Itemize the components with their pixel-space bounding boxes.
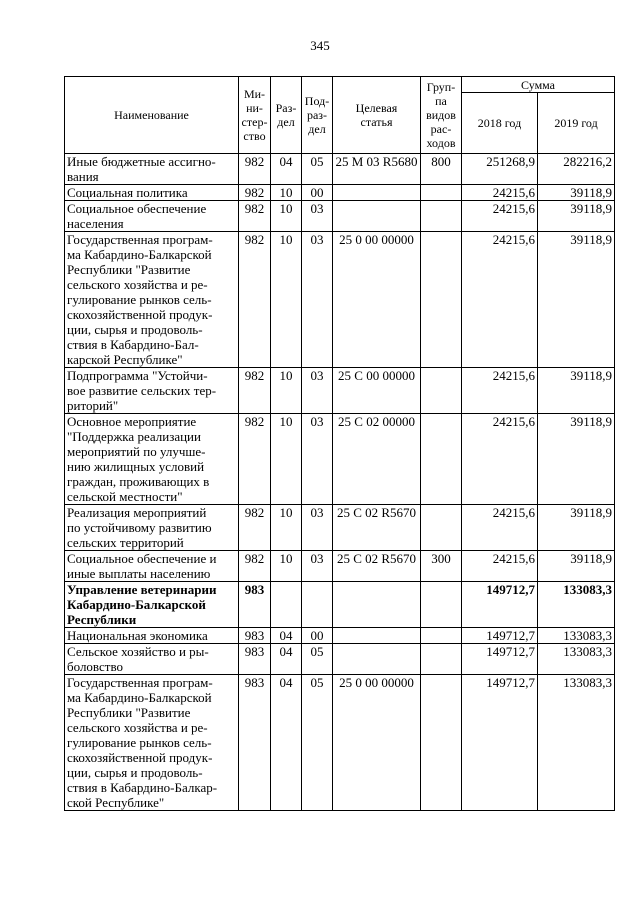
row-section: 10 bbox=[271, 185, 302, 201]
row-sum-2018: 149712,7 bbox=[462, 644, 538, 675]
row-expense-group bbox=[421, 675, 462, 811]
page-number: 345 bbox=[310, 38, 330, 53]
row-subsection: 05 bbox=[302, 644, 333, 675]
table-row bbox=[65, 675, 615, 811]
row-sum-2018: 251268,9 bbox=[462, 154, 538, 185]
row-expense-group bbox=[421, 582, 462, 628]
header-target: Целевая статья bbox=[333, 77, 421, 154]
table-row bbox=[65, 628, 615, 644]
row-name: Подпрограмма "Устойчи- вое развитие сельских тер- риторий" bbox=[65, 368, 239, 414]
row-subsection: 00 bbox=[302, 628, 333, 644]
row-subsection: 03 bbox=[302, 201, 333, 232]
table-row bbox=[65, 505, 615, 551]
row-subsection: 03 bbox=[302, 505, 333, 551]
table-row bbox=[65, 414, 615, 505]
header-sum: Сумма bbox=[462, 77, 615, 93]
row-section: 04 bbox=[271, 675, 302, 811]
row-target-article: 25 С 02 R5670 bbox=[333, 505, 421, 551]
row-ministry: 982 bbox=[239, 185, 271, 201]
row-sum-2019: 39118,9 bbox=[538, 368, 615, 414]
row-ministry: 982 bbox=[239, 551, 271, 582]
row-section: 10 bbox=[271, 505, 302, 551]
row-section: 10 bbox=[271, 551, 302, 582]
row-name: Социальное обеспечение населения bbox=[65, 201, 239, 232]
row-sum-2019: 282216,2 bbox=[538, 154, 615, 185]
row-name: Сельское хозяйство и ры- боловство bbox=[65, 644, 239, 675]
row-sum-2018: 24215,6 bbox=[462, 185, 538, 201]
row-target-article bbox=[333, 582, 421, 628]
row-expense-group: 300 bbox=[421, 551, 462, 582]
row-ministry: 983 bbox=[239, 628, 271, 644]
row-name: Государственная програм- ма Кабардино-Балкарской Республики "Развитие сельского хозяйства и ре- гулирование рынков сель- скохозяйственной продук- ции, сырья и продоволь- ствия в Кабардино-Балкар- ской Республике" bbox=[65, 675, 239, 811]
header-subsection: Под- раз- дел bbox=[302, 77, 333, 154]
row-expense-group: 800 bbox=[421, 154, 462, 185]
header-ministry: Ми- ни- стер- ство bbox=[239, 77, 271, 154]
row-expense-group bbox=[421, 368, 462, 414]
row-subsection: 03 bbox=[302, 551, 333, 582]
header-section: Раз- дел bbox=[271, 77, 302, 154]
row-sum-2018: 24215,6 bbox=[462, 368, 538, 414]
row-target-article bbox=[333, 201, 421, 232]
table-row bbox=[65, 232, 615, 368]
row-ministry: 982 bbox=[239, 201, 271, 232]
row-section: 10 bbox=[271, 368, 302, 414]
header-expense-group: Груп- па видов рас- ходов bbox=[421, 77, 462, 154]
row-sum-2019: 133083,3 bbox=[538, 582, 615, 628]
row-sum-2018: 24215,6 bbox=[462, 201, 538, 232]
row-subsection: 05 bbox=[302, 675, 333, 811]
row-target-article: 25 М 03 R5680 bbox=[333, 154, 421, 185]
row-target-article: 25 0 00 00000 bbox=[333, 675, 421, 811]
row-sum-2019: 133083,3 bbox=[538, 644, 615, 675]
row-subsection: 00 bbox=[302, 185, 333, 201]
header-year-2019: 2019 год bbox=[538, 93, 615, 154]
row-name: Национальная экономика bbox=[65, 628, 239, 644]
row-ministry: 982 bbox=[239, 505, 271, 551]
header-year-2018: 2018 год bbox=[462, 93, 538, 154]
row-target-article: 25 0 00 00000 bbox=[333, 232, 421, 368]
row-subsection: 05 bbox=[302, 154, 333, 185]
row-subsection: 03 bbox=[302, 414, 333, 505]
row-ministry: 982 bbox=[239, 368, 271, 414]
row-expense-group bbox=[421, 232, 462, 368]
row-name: Управление ветеринарии Кабардино-Балкарской Республики bbox=[65, 582, 239, 628]
row-sum-2019: 39118,9 bbox=[538, 185, 615, 201]
row-expense-group bbox=[421, 185, 462, 201]
row-section: 10 bbox=[271, 414, 302, 505]
row-sum-2018: 149712,7 bbox=[462, 675, 538, 811]
row-expense-group bbox=[421, 414, 462, 505]
table-row bbox=[65, 644, 615, 675]
budget-table bbox=[64, 76, 615, 811]
row-sum-2019: 39118,9 bbox=[538, 201, 615, 232]
row-name: Реализация мероприятий по устойчивому развитию сельских территорий bbox=[65, 505, 239, 551]
row-expense-group bbox=[421, 644, 462, 675]
row-name: Государственная програм- ма Кабардино-Балкарской Республики "Развитие сельского хозяйства и ре- гулирование рынков сель- скохозяйственной продук- ции, сырья и продоволь- ствия в Кабардино-Бал- карской Республике" bbox=[65, 232, 239, 368]
row-target-article: 25 С 00 00000 bbox=[333, 368, 421, 414]
row-section: 10 bbox=[271, 232, 302, 368]
header-name: Наименование bbox=[65, 77, 239, 154]
row-name: Иные бюджетные ассигно- вания bbox=[65, 154, 239, 185]
row-name: Социальная политика bbox=[65, 185, 239, 201]
row-section: 04 bbox=[271, 154, 302, 185]
row-sum-2019: 39118,9 bbox=[538, 505, 615, 551]
table-row bbox=[65, 185, 615, 201]
row-expense-group bbox=[421, 628, 462, 644]
row-ministry: 982 bbox=[239, 414, 271, 505]
table-row bbox=[65, 154, 615, 185]
table-row bbox=[65, 551, 615, 582]
row-sum-2018: 24215,6 bbox=[462, 505, 538, 551]
row-sum-2019: 39118,9 bbox=[538, 551, 615, 582]
row-target-article: 25 С 02 R5670 bbox=[333, 551, 421, 582]
table-row bbox=[65, 368, 615, 414]
row-name: Основное мероприятие "Поддержка реализации мероприятий по улучше- нию жилищных условий граждан, проживающих в сельской местности" bbox=[65, 414, 239, 505]
row-ministry: 982 bbox=[239, 232, 271, 368]
row-sum-2019: 133083,3 bbox=[538, 675, 615, 811]
row-target-article bbox=[333, 628, 421, 644]
row-section bbox=[271, 582, 302, 628]
row-ministry: 983 bbox=[239, 582, 271, 628]
row-target-article bbox=[333, 185, 421, 201]
row-sum-2018: 149712,7 bbox=[462, 582, 538, 628]
table-row bbox=[65, 582, 615, 628]
row-target-article bbox=[333, 644, 421, 675]
row-sum-2018: 24215,6 bbox=[462, 551, 538, 582]
row-sum-2019: 39118,9 bbox=[538, 414, 615, 505]
row-subsection: 03 bbox=[302, 232, 333, 368]
row-section: 04 bbox=[271, 628, 302, 644]
row-expense-group bbox=[421, 505, 462, 551]
row-section: 04 bbox=[271, 644, 302, 675]
row-subsection bbox=[302, 582, 333, 628]
row-sum-2019: 39118,9 bbox=[538, 232, 615, 368]
table-row bbox=[65, 201, 615, 232]
row-name: Социальное обеспечение и иные выплаты населению bbox=[65, 551, 239, 582]
row-ministry: 983 bbox=[239, 644, 271, 675]
row-ministry: 983 bbox=[239, 675, 271, 811]
row-sum-2018: 24215,6 bbox=[462, 414, 538, 505]
row-sum-2018: 149712,7 bbox=[462, 628, 538, 644]
row-subsection: 03 bbox=[302, 368, 333, 414]
row-sum-2018: 24215,6 bbox=[462, 232, 538, 368]
row-ministry: 982 bbox=[239, 154, 271, 185]
row-section: 10 bbox=[271, 201, 302, 232]
row-expense-group bbox=[421, 201, 462, 232]
row-sum-2019: 133083,3 bbox=[538, 628, 615, 644]
row-target-article: 25 С 02 00000 bbox=[333, 414, 421, 505]
